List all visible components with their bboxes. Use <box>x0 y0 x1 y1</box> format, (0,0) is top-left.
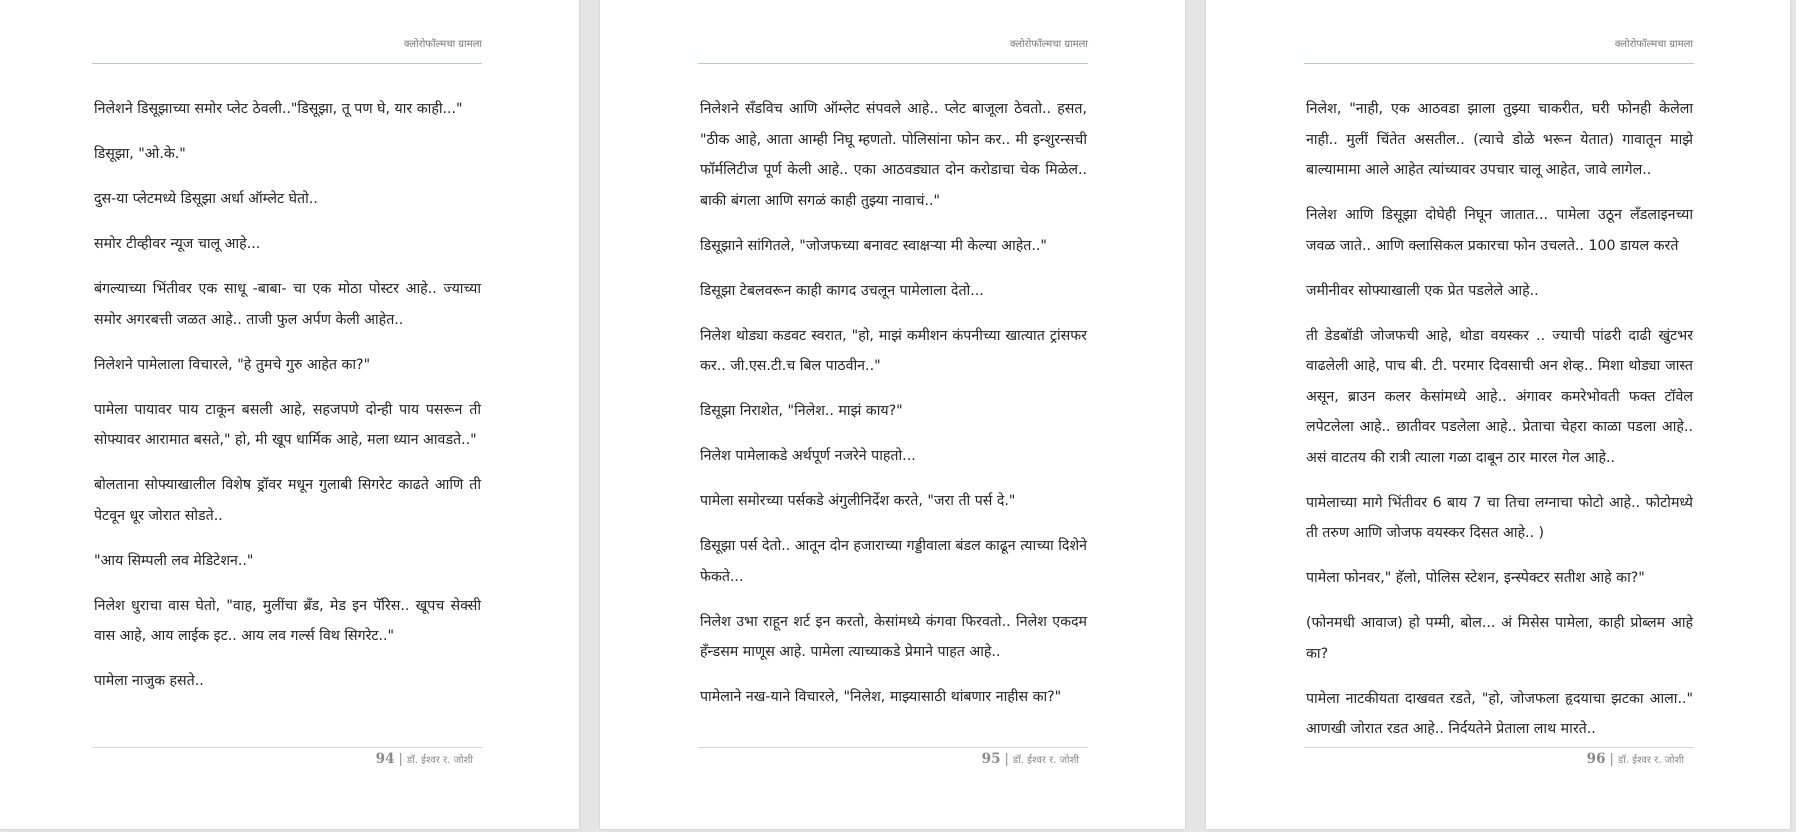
paragraph: पामेलाने नख-याने विचारले, "निलेश, माझ्यासाठी थांबणार नाहीस का?" <box>700 689 1062 705</box>
paragraph: "आय सिम्पली लव मेडिटेशन.." <box>94 552 254 569</box>
paragraph: डिसूझा, "ओ.के." <box>94 146 186 162</box>
running-header: क्लोरोफॉल्मचा ग्रामला <box>1614 39 1693 50</box>
footer-separator: | <box>398 752 403 767</box>
running-header: क्लोरोफॉल्मचा ग्रामला <box>1009 39 1088 50</box>
document-page <box>1206 0 1790 829</box>
paragraph: (फोनमधी आवाज) हो पम्मी, बोल... अं मिसेस पामेला, काही प्रोब्लम आहे का? <box>1306 615 1693 662</box>
paragraph: पामेला नाटकीयता दाखवत रडते, "हो, जोजफला हृदयाचा झटका आला.." आणखी जोरात रडत आहे.. निर्दयतेने प्रेताला लाथ मारते.. <box>1306 690 1693 737</box>
paragraph: ती डेडबॉडी जोजफची आहे, थोडा वयस्कर .. ज्याची पांढरी दाढी खुंटभर वाढलेली आहे, पाच बी. टी. परमार दिवसाची अन शेव्ह.. मिशा थोड्या जास्त असून, ब्राउन कलर केसांमध्ये आहे.. अंगावर कमरेभोवती फक्त टॉवेल लपेटलेला आहे.. छातीवर पडलेला आहे.. प्रेताचा चेहरा काळा पडला आहे.. असं वाटतय की रात्री त्याला गळा दाबून ठार मारल गेल आहे.. <box>1306 327 1693 466</box>
page-body <box>1306 94 1693 759</box>
header-rule <box>698 63 1088 64</box>
footer-separator: | <box>1609 752 1614 767</box>
paragraph: निलेश, "नाही, एक आठवडा झाला तुझ्या चाकरीत, घरी फोनही केलेला नाही.. मुलीं चिंतेत असतील.. (त्याचे डोळे भरून येतात) गावातून माझे बाल्यामामा आले आहेत त्यांच्यावर उपचार चालू आहेत, जावे लागेल.. <box>1306 101 1693 178</box>
page-number: 96 <box>1586 751 1606 767</box>
paragraph: डिसूझा निराशेत, "निलेश.. माझं काय?" <box>700 403 903 419</box>
document-page <box>0 0 579 829</box>
paragraph: डिसूझा पर्स देतो.. आतून दोन हजाराच्या गड्डीवाला बंडल काढून त्याच्या दिशेने फेकते... <box>700 538 1087 585</box>
paragraph: निलेशने सँडविच आणि ऑम्लेट संपवले आहे.. प्लेट बाजूला ठेवतो.. हसत, "ठीक आहे, आता आम्ही निघू म्हणतो. पोलिसांना फोन कर.. मी इन्शुरन्सची फॉर्मलिटीज पूर्ण केली आहे.. एका आठवड्यात दोन करोडाचा चेक मिळेल.. बाकी बंगला आणि सगळं काही तुझ्या नावाचं.." <box>700 101 1087 209</box>
paragraph: पामेला समोरच्या पर्सकडे अंगुलीनिर्देश करते, "जरा ती पर्स दे." <box>700 493 1016 509</box>
author-name: डॉ. ईश्वर र. जोशी <box>1012 755 1079 766</box>
page-body <box>700 94 1087 727</box>
paragraph: निलेशने डिसूझाच्या समोर प्लेट ठेवली.."डिसूझा, तू पण घे, यार काही..." <box>94 101 463 117</box>
author-name: डॉ. ईश्वर र. जोशी <box>406 755 473 766</box>
paragraph: पामेला नाजुक हसते.. <box>94 673 204 689</box>
paragraph: निलेश उभा राहून शर्ट इन करतो, केसांमध्ये कंगवा फिरवतो.. निलेश एकदम हँन्डसम माणूस आहे. पामेला त्याच्याकडे प्रेमाने पाहत आहे.. <box>700 613 1087 660</box>
page-footer <box>1384 751 1684 767</box>
paragraph: निलेश आणि डिसूझा दोघेही निघून जातात... पामेला उठून लँडलाइनच्या जवळ जाते.. आणि क्लासिकल प्रकारचा फोन उचलते.. 100 डायल करते <box>1306 207 1693 254</box>
paragraph: निलेश थोड्या कडवट स्वरात, "हो, माझं कमीशन कंपनीच्या खात्यात ट्रांसफर कर.. जी.एस.टी.च बिल पाठवीन.." <box>700 327 1087 374</box>
header-rule <box>92 63 482 64</box>
footer-rule <box>92 747 482 748</box>
paragraph: निलेशने पामेलाला विचारले, "हे तुमचे गुरु आहेत का?" <box>94 356 371 373</box>
paragraph: निलेश धुराचा वास घेतो, "वाह, मुलींचा ब्रँड, मेड इन पॅरिस.. खूपच सेक्सी वास आहे, आय लाईक इट.. आय लव गर्ल्स विथ सिगरेट.." <box>94 597 481 644</box>
footer-rule <box>698 747 1088 748</box>
running-header: क्लोरोफॉल्मचा ग्रामला <box>403 39 482 50</box>
page-number: 95 <box>981 751 1001 767</box>
page-number: 94 <box>375 751 395 767</box>
paragraph: पामेला पायावर पाय टाकून बसली आहे, सहजपणे दोन्ही पाय पसरून ती सोफ्यावर आरामात बसते," हो, मी खूप धार्मिक आहे, मला ध्यान आवडते.." <box>94 401 481 448</box>
paragraph: पामेला फोनवर," हॅलो, पोलिस स्टेशन, इन्स्पेक्टर सतीश आहे का?" <box>1306 570 1645 586</box>
document-page <box>600 0 1185 829</box>
header-rule <box>1304 63 1694 64</box>
paragraph: जमीनीवर सोफ्याखाली एक प्रेत पडलेले आहे.. <box>1306 282 1539 299</box>
author-name: डॉ. ईश्वर र. जोशी <box>1617 755 1684 766</box>
footer-separator: | <box>1004 752 1009 767</box>
paragraph: समोर टीव्हीवर न्यूज चालू आहे... <box>94 236 261 252</box>
paragraph: डिसूझाने सांगितले, "जोजफच्या बनावट स्वाक्षऱ्या मी केल्या आहेत.." <box>700 237 1047 254</box>
paragraph: निलेश पामेलाकडे अर्थपूर्ण नजरेने पाहतो... <box>700 448 916 464</box>
paragraph: बोलताना सोफ्याखालील विशेष ड्रॉवर मधून गुलाबी सिगरेट काढते आणि ती पेटवून धूर जोरात सोडते.. <box>94 477 481 524</box>
paragraph: दुस-या प्लेटमध्ये डिसूझा अर्धा ऑम्लेट घेतो.. <box>94 191 318 207</box>
page-footer <box>173 751 473 767</box>
paragraph: पामेलाच्या मागे भिंतीवर 6 बाय 7 चा तिचा लग्नाचा फोटो आहे.. फोटोमध्ये ती तरुण आणि जोजफ वयस्कर दिसत आहे.. ) <box>1306 494 1693 541</box>
page-body <box>94 94 481 711</box>
page-footer <box>779 751 1079 767</box>
paragraph: बंगल्याच्या भिंतीवर एक साधू -बाबा- चा एक मोठा पोस्टर आहे.. ज्याच्या समोर अगरबत्ती जळत आहे.. ताजी फुल अर्पण केली आहेत.. <box>94 281 481 328</box>
paragraph: डिसूझा टेबलवरून काही कागद उचलून पामेलाला देतो... <box>700 282 984 299</box>
footer-rule <box>1304 747 1694 748</box>
